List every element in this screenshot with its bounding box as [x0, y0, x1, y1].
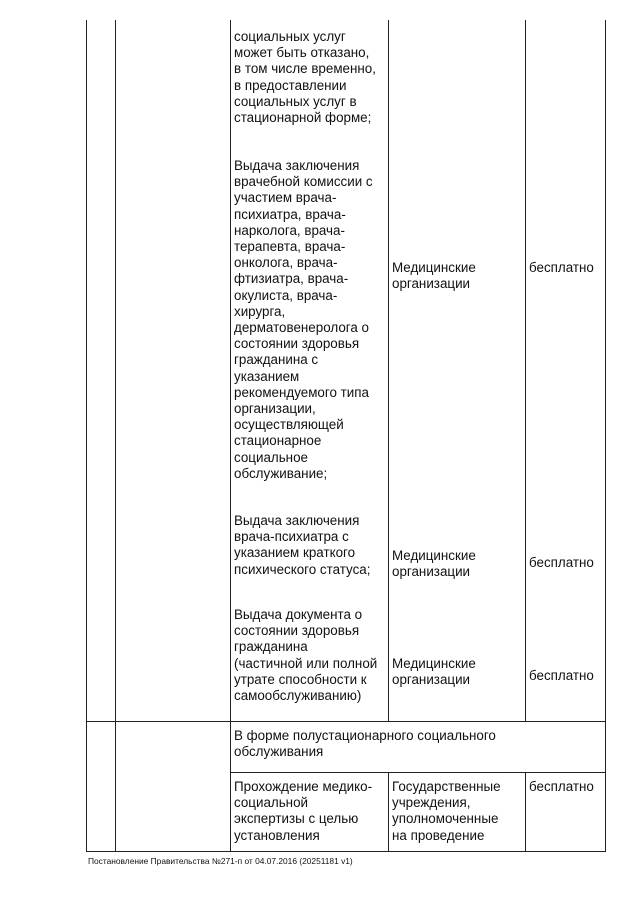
table-row-separator	[230, 772, 606, 773]
table-divider-service-lower	[388, 772, 389, 852]
table-cell-organization: Медицинские организации	[392, 260, 476, 292]
table-cell-service: Выдача документа о состоянии здоровья гражданина (частичной или полной утрате способности к самообслуживанию)	[234, 607, 378, 704]
table-divider-index	[115, 20, 116, 852]
table-cell-organization: Медицинские организации	[392, 548, 476, 580]
table-cell-price: бесплатно	[529, 779, 594, 794]
table-cell-price: бесплатно	[529, 668, 594, 683]
table-row-separator	[86, 721, 606, 722]
table-divider-org-lower	[525, 772, 526, 852]
table-cell-service: Выдача заключения врача-психиатра с указанием краткого психического статуса;	[234, 513, 371, 577]
table-bottom-border	[86, 851, 606, 852]
table-cell-service: Прохождение медико- социальной экспертизы с целью установления	[234, 779, 373, 843]
page-footer: Постановление Правительства №271-п от 04.07.2016 (20251181 v1)	[88, 856, 353, 866]
table-cell-organization: Государственные учреждения, уполномоченные на проведение	[392, 779, 501, 843]
table-cell-service: социальных услуг может быть отказано, в том числе временно, в предоставлении социальных услуг в стационарной форме;	[234, 29, 376, 126]
table-divider-service	[388, 20, 389, 722]
table-divider-name	[230, 20, 231, 852]
table-cell-organization: Медицинские организации	[392, 656, 476, 688]
table-border-left	[86, 20, 87, 852]
table-divider-org	[525, 20, 526, 722]
table-cell-service: Выдача заключения врачебной комиссии с участием врача- психиатра, врача- нарколога, врача- терапевта, врача- онколога, врача- фтизиатра, врача- окулиста, врача- хирурга, дерматовенеролога о состоянии здоровья гражданина с указанием рекомендуемого типа организации, осуществляющей стационарное социальное обслуживание;	[234, 158, 373, 481]
table-cell-price: бесплатно	[529, 260, 594, 275]
table-cell-price: бесплатно	[529, 555, 594, 570]
section-heading: В форме полустационарного социального обслуживания	[234, 728, 496, 760]
